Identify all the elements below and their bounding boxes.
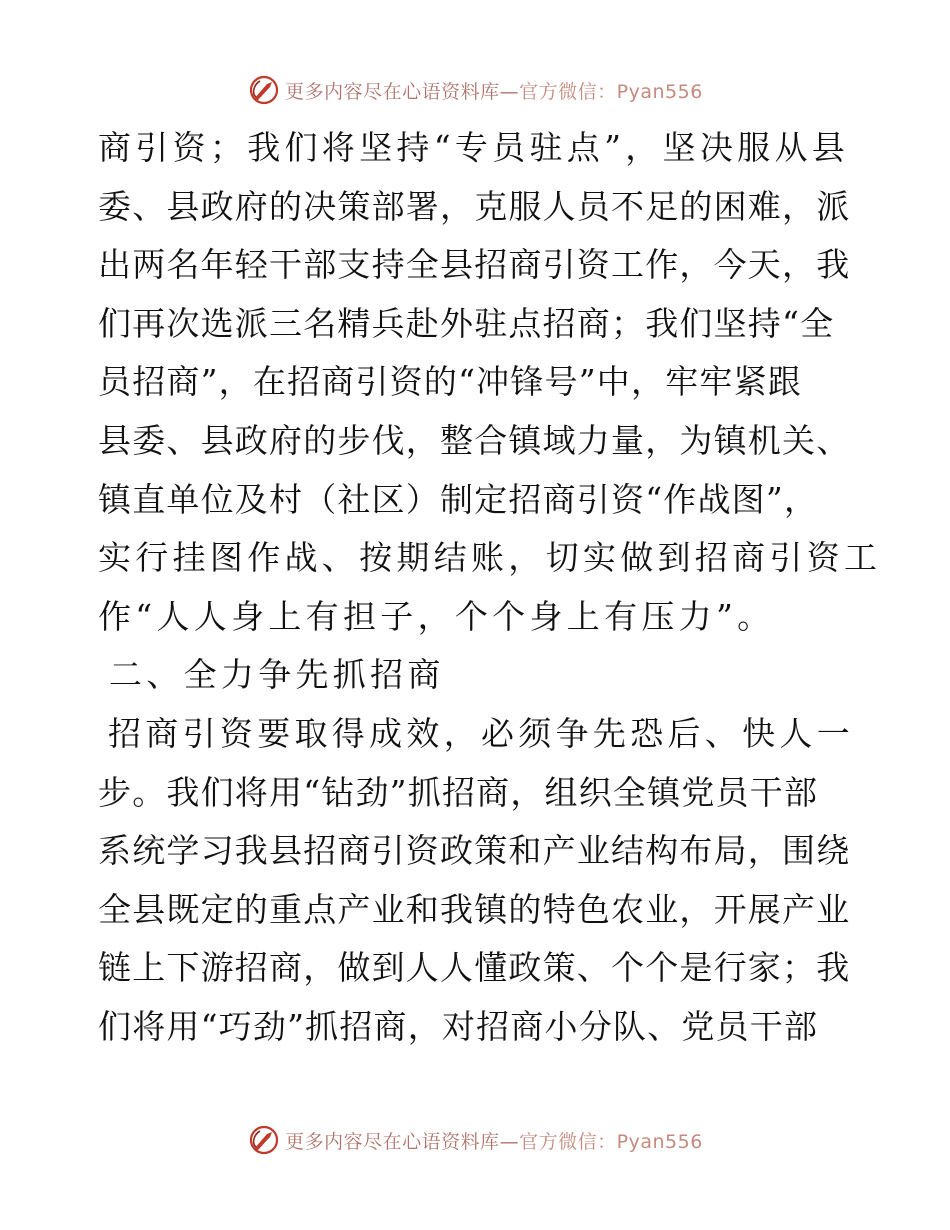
section-heading: 二、全力争先抓招商 — [109, 655, 445, 695]
brand-logo-icon — [247, 73, 281, 107]
text-line: 系统学习我县招商引资政策和产业结构布局，围绕 — [98, 831, 851, 871]
header-site-text: 更多内容尽在心语资料库— — [285, 80, 520, 103]
footer-site-text: 更多内容尽在心语资料库— — [285, 1130, 520, 1153]
text-line: 县委、县政府的步伐，整合镇域力量，为镇机关、 — [98, 420, 851, 460]
text-line: 招商引资要取得成效，必须争先恐后、快人一 — [108, 713, 854, 753]
footer-wechat-text: 官方微信：Pyan556 — [519, 1130, 703, 1153]
brand-logo-icon — [247, 1123, 281, 1157]
text-line: 委、县政府的决策部署，克服人员不足的困难，派 — [98, 186, 851, 226]
text-line: 们将用“巧劲”抓招商，对招商小分队、党员干部 — [98, 1006, 819, 1046]
text-line: 们再次选派三名精兵赴外驻点招商；我们坚持“全 — [98, 303, 835, 343]
text-line: 作“人人身上有担子，个个身上有压力”。 — [98, 596, 775, 636]
text-line: 出两名年轻干部支持全县招商引资工作，今天，我 — [98, 245, 851, 285]
paragraph-1 — [98, 124, 882, 651]
text-line: 实行挂图作战、按期结账，切实做到招商引资工 — [98, 538, 882, 578]
document-body — [98, 124, 882, 1062]
header-watermark-text — [285, 77, 703, 104]
text-line: 步。我们将用“钻劲”抓招商，组织全镇党员干部 — [98, 772, 819, 812]
text-line: 链上下游招商，做到人人懂政策、个个是行家；我 — [98, 948, 851, 988]
text-line: 商引资；我们将坚持“专员驻点”，坚决服从县 — [98, 128, 850, 167]
footer-watermark-text — [285, 1127, 703, 1154]
footer-watermark-banner — [0, 1120, 950, 1160]
paragraph-2 — [98, 710, 858, 1062]
header-wechat-text: 官方微信：Pyan556 — [519, 80, 703, 103]
text-line: 全县既定的重点产业和我镇的特色农业，开展产业 — [98, 889, 851, 929]
header-watermark-banner — [0, 70, 950, 110]
text-line: 员招商”，在招商引资的“冲锋号”中，牢牢紧跟 — [98, 362, 803, 402]
text-line: 镇直单位及村（社区）制定招商引资“作战图”， — [98, 479, 819, 519]
